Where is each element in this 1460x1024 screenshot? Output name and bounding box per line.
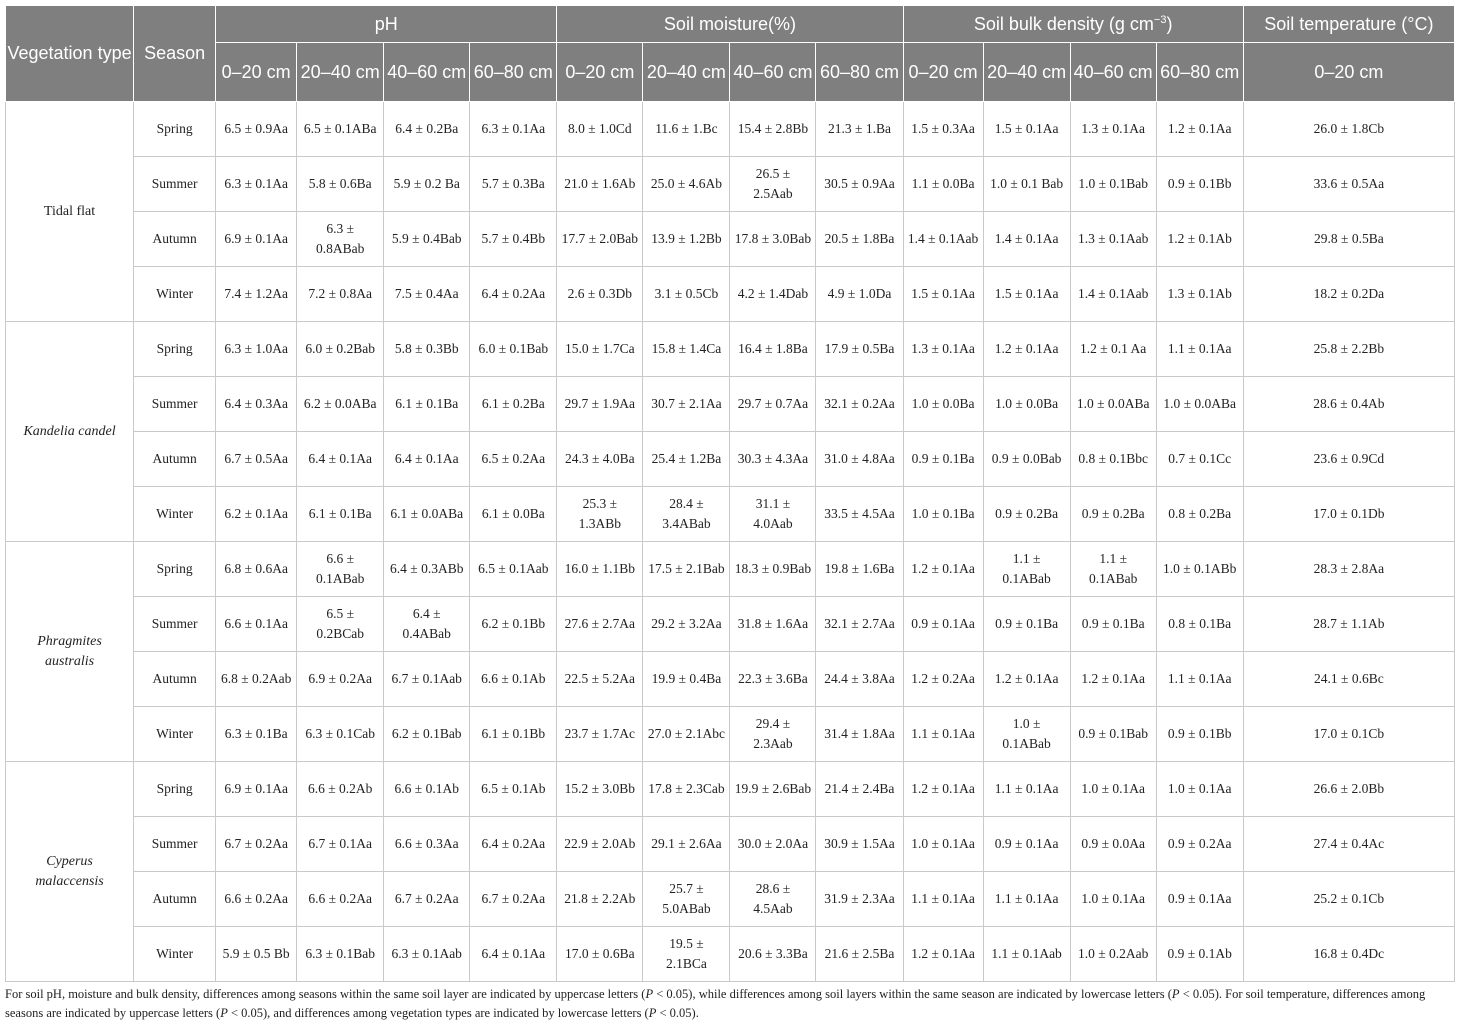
season-cell: Spring bbox=[134, 762, 216, 817]
season-cell: Summer bbox=[134, 597, 216, 652]
moisture-cell: 3.1 ± 0.5Cb bbox=[643, 267, 730, 322]
moisture-cell: 17.9 ± 0.5Ba bbox=[816, 322, 903, 377]
ph-cell: 6.6 ± 0.2Aa bbox=[297, 872, 384, 927]
moisture-cell: 31.0 ± 4.8Aa bbox=[816, 432, 903, 487]
header-depth: 0–20 cm bbox=[216, 43, 297, 102]
moisture-cell: 30.0 ± 2.0Aa bbox=[730, 817, 816, 872]
moisture-cell: 30.9 ± 1.5Aa bbox=[816, 817, 903, 872]
bulk-density-cell: 1.0 ± 0.0Ba bbox=[903, 377, 983, 432]
temperature-cell: 29.8 ± 0.5Ba bbox=[1243, 212, 1454, 267]
bulk-density-cell: 1.2 ± 0.1Aa bbox=[903, 542, 983, 597]
moisture-cell: 31.9 ± 2.3Aa bbox=[816, 872, 903, 927]
moisture-cell: 24.4 ± 3.8Aa bbox=[816, 652, 903, 707]
header-depth: 0–20 cm bbox=[557, 43, 643, 102]
bulk-density-cell: 1.1 ± 0.1Aa bbox=[1156, 652, 1243, 707]
moisture-cell: 29.1 ± 2.6Aa bbox=[643, 817, 730, 872]
ph-cell: 6.1 ± 0.1Ba bbox=[384, 377, 470, 432]
moisture-cell: 30.5 ± 0.9Aa bbox=[816, 157, 903, 212]
ph-cell: 6.4 ± 0.4ABab bbox=[384, 597, 470, 652]
ph-cell: 6.5 ± 0.2BCab bbox=[297, 597, 384, 652]
moisture-cell: 32.1 ± 2.7Aa bbox=[816, 597, 903, 652]
ph-cell: 6.6 ± 0.3Aa bbox=[384, 817, 470, 872]
vegetation-type-cell: Kandelia candel bbox=[6, 322, 134, 542]
ph-cell: 6.4 ± 0.3ABb bbox=[384, 542, 470, 597]
moisture-cell: 17.8 ± 3.0Bab bbox=[730, 212, 816, 267]
header-soil-temperature: Soil temperature (°C) bbox=[1243, 6, 1454, 43]
ph-cell: 6.6 ± 0.1ABab bbox=[297, 542, 384, 597]
ph-cell: 6.1 ± 0.1Bb bbox=[470, 707, 557, 762]
moisture-cell: 2.6 ± 0.3Db bbox=[557, 267, 643, 322]
header-season: Season bbox=[134, 6, 216, 102]
table-row bbox=[6, 762, 1455, 817]
season-cell: Autumn bbox=[134, 212, 216, 267]
moisture-cell: 23.7 ± 1.7Ac bbox=[557, 707, 643, 762]
moisture-cell: 32.1 ± 0.2Aa bbox=[816, 377, 903, 432]
bulk-density-cell: 1.1 ± 0.1Aa bbox=[983, 762, 1070, 817]
bulk-density-cell: 1.0 ± 0.1Aa bbox=[1156, 762, 1243, 817]
table-row bbox=[6, 212, 1455, 267]
ph-cell: 6.6 ± 0.2Aa bbox=[216, 872, 297, 927]
ph-cell: 6.8 ± 0.6Aa bbox=[216, 542, 297, 597]
bulk-density-cell: 1.1 ± 0.1Aa bbox=[983, 872, 1070, 927]
bulk-density-cell: 1.0 ± 0.1ABab bbox=[983, 707, 1070, 762]
season-cell: Summer bbox=[134, 817, 216, 872]
bulk-density-cell: 0.9 ± 0.0Bab bbox=[983, 432, 1070, 487]
temperature-cell: 28.3 ± 2.8Aa bbox=[1243, 542, 1454, 597]
bulk-density-cell: 0.9 ± 0.1Aa bbox=[983, 817, 1070, 872]
moisture-cell: 21.4 ± 2.4Ba bbox=[816, 762, 903, 817]
bulk-density-cell: 1.0 ± 0.0ABa bbox=[1070, 377, 1156, 432]
vegetation-type-cell: Cyperus malaccensis bbox=[6, 762, 134, 982]
season-cell: Spring bbox=[134, 102, 216, 157]
moisture-cell: 20.6 ± 3.3Ba bbox=[730, 927, 816, 982]
bulk-density-cell: 1.4 ± 0.1Aa bbox=[983, 212, 1070, 267]
ph-cell: 5.8 ± 0.3Bb bbox=[384, 322, 470, 377]
ph-cell: 6.9 ± 0.1Aa bbox=[216, 212, 297, 267]
ph-cell: 6.1 ± 0.0ABa bbox=[384, 487, 470, 542]
bulk-density-cell: 1.0 ± 0.1Aa bbox=[1070, 762, 1156, 817]
bulk-density-cell: 1.4 ± 0.1Aab bbox=[1070, 267, 1156, 322]
bulk-density-cell: 1.0 ± 0.0Ba bbox=[983, 377, 1070, 432]
bulk-density-cell: 1.1 ± 0.1ABab bbox=[1070, 542, 1156, 597]
moisture-cell: 22.3 ± 3.6Ba bbox=[730, 652, 816, 707]
ph-cell: 6.4 ± 0.2Ba bbox=[384, 102, 470, 157]
ph-cell: 6.1 ± 0.0Ba bbox=[470, 487, 557, 542]
ph-cell: 6.0 ± 0.2Bab bbox=[297, 322, 384, 377]
ph-cell: 5.9 ± 0.5 Bb bbox=[216, 927, 297, 982]
bulk-density-cell: 0.9 ± 0.2Ba bbox=[983, 487, 1070, 542]
ph-cell: 7.2 ± 0.8Aa bbox=[297, 267, 384, 322]
ph-cell: 6.4 ± 0.2Aa bbox=[470, 817, 557, 872]
header-depth: 40–60 cm bbox=[1070, 43, 1156, 102]
ph-cell: 6.5 ± 0.1Ab bbox=[470, 762, 557, 817]
ph-cell: 7.4 ± 1.2Aa bbox=[216, 267, 297, 322]
bulk-density-cell: 1.3 ± 0.1Aa bbox=[1070, 102, 1156, 157]
moisture-cell: 29.7 ± 0.7Aa bbox=[730, 377, 816, 432]
moisture-cell: 16.0 ± 1.1Bb bbox=[557, 542, 643, 597]
moisture-cell: 17.7 ± 2.0Bab bbox=[557, 212, 643, 267]
moisture-cell: 8.0 ± 1.0Cd bbox=[557, 102, 643, 157]
moisture-cell: 28.4 ± 3.4ABab bbox=[643, 487, 730, 542]
temperature-cell: 25.8 ± 2.2Bb bbox=[1243, 322, 1454, 377]
moisture-cell: 17.0 ± 0.6Ba bbox=[557, 927, 643, 982]
ph-cell: 6.3 ± 0.1Aab bbox=[384, 927, 470, 982]
bulk-density-cell: 1.1 ± 0.1Aab bbox=[983, 927, 1070, 982]
season-cell: Autumn bbox=[134, 872, 216, 927]
season-cell: Winter bbox=[134, 487, 216, 542]
bulk-density-cell: 0.8 ± 0.1Bbc bbox=[1070, 432, 1156, 487]
table-row bbox=[6, 377, 1455, 432]
season-cell: Spring bbox=[134, 542, 216, 597]
moisture-cell: 22.5 ± 5.2Aa bbox=[557, 652, 643, 707]
header-ph: pH bbox=[216, 6, 557, 43]
moisture-cell: 31.1 ± 4.0Aab bbox=[730, 487, 816, 542]
moisture-cell: 27.6 ± 2.7Aa bbox=[557, 597, 643, 652]
table-footnote: For soil pH, moisture and bulk density, differences among seasons within the same soil layer are indicated by uppercase letters (P < 0.05), while differences among soil layers within the same season are indicated by lowercase letters (P < 0.05). For soil temperature, differences among seasons are indicated by uppercase letters (P < 0.05), and differences among vegetation types are indicated by lowercase letters (P < 0.05). bbox=[5, 987, 1426, 1020]
soil-properties-table bbox=[5, 5, 1455, 982]
bulk-density-cell: 1.0 ± 0.1Aa bbox=[1070, 872, 1156, 927]
bulk-density-cell: 0.9 ± 0.1Bb bbox=[1156, 157, 1243, 212]
temperature-cell: 18.2 ± 0.2Da bbox=[1243, 267, 1454, 322]
table-row bbox=[6, 817, 1455, 872]
ph-cell: 6.3 ± 0.1Aa bbox=[470, 102, 557, 157]
ph-cell: 6.3 ± 0.1Cab bbox=[297, 707, 384, 762]
bulk-density-cell: 1.5 ± 0.1Aa bbox=[903, 267, 983, 322]
bulk-density-cell: 1.2 ± 0.1 Aa bbox=[1070, 322, 1156, 377]
header-soil-moisture: Soil moisture(%) bbox=[557, 6, 903, 43]
bulk-density-cell: 1.4 ± 0.1Aab bbox=[903, 212, 983, 267]
moisture-cell: 19.8 ± 1.6Ba bbox=[816, 542, 903, 597]
moisture-cell: 25.0 ± 4.6Ab bbox=[643, 157, 730, 212]
temperature-cell: 26.0 ± 1.8Cb bbox=[1243, 102, 1454, 157]
bulk-density-cell: 1.5 ± 0.1Aa bbox=[983, 102, 1070, 157]
table-row bbox=[6, 432, 1455, 487]
table-row bbox=[6, 267, 1455, 322]
ph-cell: 6.9 ± 0.1Aa bbox=[216, 762, 297, 817]
season-cell: Winter bbox=[134, 927, 216, 982]
ph-cell: 5.9 ± 0.2 Ba bbox=[384, 157, 470, 212]
bulk-density-cell: 1.0 ± 0.1Bab bbox=[1070, 157, 1156, 212]
moisture-cell: 25.7 ± 5.0ABab bbox=[643, 872, 730, 927]
ph-cell: 6.6 ± 0.1Ab bbox=[384, 762, 470, 817]
ph-cell: 6.7 ± 0.2Aa bbox=[384, 872, 470, 927]
moisture-cell: 33.5 ± 4.5Aa bbox=[816, 487, 903, 542]
temperature-cell: 25.2 ± 0.1Cb bbox=[1243, 872, 1454, 927]
bulk-density-cell: 1.1 ± 0.1Aa bbox=[903, 872, 983, 927]
bulk-density-cell: 0.9 ± 0.1Ba bbox=[1070, 597, 1156, 652]
ph-cell: 6.9 ± 0.2Aa bbox=[297, 652, 384, 707]
bulk-density-cell: 1.1 ± 0.1Aa bbox=[903, 707, 983, 762]
ph-cell: 6.2 ± 0.1Aa bbox=[216, 487, 297, 542]
bulk-density-cell: 0.9 ± 0.2Ba bbox=[1070, 487, 1156, 542]
bulk-density-cell: 0.9 ± 0.1Ba bbox=[903, 432, 983, 487]
header-depth: 60–80 cm bbox=[470, 43, 557, 102]
bulk-density-cell: 1.0 ± 0.1Aa bbox=[903, 817, 983, 872]
ph-cell: 6.5 ± 0.1Aab bbox=[470, 542, 557, 597]
moisture-cell: 20.5 ± 1.8Ba bbox=[816, 212, 903, 267]
bulk-density-cell: 1.1 ± 0.0Ba bbox=[903, 157, 983, 212]
bulk-density-cell: 1.2 ± 0.1Aa bbox=[983, 322, 1070, 377]
header-vegetation-type: Vegetation type bbox=[6, 6, 134, 102]
temperature-cell: 33.6 ± 0.5Aa bbox=[1243, 157, 1454, 212]
bulk-density-cell: 1.2 ± 0.1Aa bbox=[1156, 102, 1243, 157]
ph-cell: 5.7 ± 0.4Bb bbox=[470, 212, 557, 267]
moisture-cell: 13.9 ± 1.2Bb bbox=[643, 212, 730, 267]
season-cell: Autumn bbox=[134, 652, 216, 707]
ph-cell: 7.5 ± 0.4Aa bbox=[384, 267, 470, 322]
ph-cell: 5.7 ± 0.3Ba bbox=[470, 157, 557, 212]
table-row bbox=[6, 157, 1455, 212]
bulk-density-cell: 0.9 ± 0.1Ab bbox=[1156, 927, 1243, 982]
ph-cell: 6.3 ± 1.0Aa bbox=[216, 322, 297, 377]
moisture-cell: 4.9 ± 1.0Da bbox=[816, 267, 903, 322]
bulk-density-cell: 1.3 ± 0.1Aa bbox=[903, 322, 983, 377]
moisture-cell: 21.6 ± 2.5Ba bbox=[816, 927, 903, 982]
moisture-cell: 29.4 ± 2.3Aab bbox=[730, 707, 816, 762]
bulk-density-cell: 1.0 ± 0.1Ba bbox=[903, 487, 983, 542]
header-depth: 0–20 cm bbox=[903, 43, 983, 102]
moisture-cell: 26.5 ± 2.5Aab bbox=[730, 157, 816, 212]
table-container bbox=[5, 5, 1455, 982]
moisture-cell: 28.6 ± 4.5Aab bbox=[730, 872, 816, 927]
bulk-density-cell: 0.8 ± 0.2Ba bbox=[1156, 487, 1243, 542]
bulk-density-cell: 1.2 ± 0.1Aa bbox=[983, 652, 1070, 707]
ph-cell: 6.3 ± 0.1Bab bbox=[297, 927, 384, 982]
bulk-density-cell: 1.2 ± 0.1Aa bbox=[903, 762, 983, 817]
moisture-cell: 19.9 ± 0.4Ba bbox=[643, 652, 730, 707]
ph-cell: 6.2 ± 0.1Bb bbox=[470, 597, 557, 652]
ph-cell: 6.4 ± 0.1Aa bbox=[297, 432, 384, 487]
table-row bbox=[6, 872, 1455, 927]
bulk-density-cell: 0.9 ± 0.1Ba bbox=[983, 597, 1070, 652]
season-cell: Winter bbox=[134, 267, 216, 322]
moisture-cell: 18.3 ± 0.9Bab bbox=[730, 542, 816, 597]
moisture-cell: 31.8 ± 1.6Aa bbox=[730, 597, 816, 652]
table-body bbox=[6, 102, 1455, 982]
season-cell: Autumn bbox=[134, 432, 216, 487]
temperature-cell: 26.6 ± 2.0Bb bbox=[1243, 762, 1454, 817]
ph-cell: 6.3 ± 0.1Ba bbox=[216, 707, 297, 762]
ph-cell: 6.4 ± 0.2Aa bbox=[470, 267, 557, 322]
bulk-density-cell: 1.0 ± 0.0ABa bbox=[1156, 377, 1243, 432]
ph-cell: 6.5 ± 0.9Aa bbox=[216, 102, 297, 157]
table-row bbox=[6, 597, 1455, 652]
season-cell: Winter bbox=[134, 707, 216, 762]
header-depth: 60–80 cm bbox=[816, 43, 903, 102]
ph-cell: 6.7 ± 0.2Aa bbox=[470, 872, 557, 927]
table-header bbox=[6, 6, 1455, 102]
bulk-density-cell: 1.0 ± 0.1ABb bbox=[1156, 542, 1243, 597]
moisture-cell: 27.0 ± 2.1Abc bbox=[643, 707, 730, 762]
header-temp-depth: 0–20 cm bbox=[1243, 43, 1454, 102]
table-row bbox=[6, 652, 1455, 707]
bulk-density-cell: 0.8 ± 0.1Ba bbox=[1156, 597, 1243, 652]
ph-cell: 6.6 ± 0.1Ab bbox=[470, 652, 557, 707]
moisture-cell: 22.9 ± 2.0Ab bbox=[557, 817, 643, 872]
header-depth: 20–40 cm bbox=[983, 43, 1070, 102]
moisture-cell: 25.3 ± 1.3ABb bbox=[557, 487, 643, 542]
ph-cell: 5.8 ± 0.6Ba bbox=[297, 157, 384, 212]
ph-cell: 6.7 ± 0.1Aab bbox=[384, 652, 470, 707]
moisture-cell: 15.2 ± 3.0Bb bbox=[557, 762, 643, 817]
moisture-cell: 15.4 ± 2.8Bb bbox=[730, 102, 816, 157]
bulk-density-cell: 1.2 ± 0.1Aa bbox=[1070, 652, 1156, 707]
moisture-cell: 25.4 ± 1.2Ba bbox=[643, 432, 730, 487]
moisture-cell: 11.6 ± 1.Bc bbox=[643, 102, 730, 157]
moisture-cell: 16.4 ± 1.8Ba bbox=[730, 322, 816, 377]
moisture-cell: 30.3 ± 4.3Aa bbox=[730, 432, 816, 487]
moisture-cell: 31.4 ± 1.8Aa bbox=[816, 707, 903, 762]
moisture-cell: 21.3 ± 1.Ba bbox=[816, 102, 903, 157]
moisture-cell: 4.2 ± 1.4Dab bbox=[730, 267, 816, 322]
ph-cell: 6.6 ± 0.1Aa bbox=[216, 597, 297, 652]
ph-cell: 6.4 ± 0.1Aa bbox=[470, 927, 557, 982]
moisture-cell: 29.7 ± 1.9Aa bbox=[557, 377, 643, 432]
moisture-cell: 21.0 ± 1.6Ab bbox=[557, 157, 643, 212]
bulk-density-cell: 1.0 ± 0.2Aab bbox=[1070, 927, 1156, 982]
bulk-density-cell: 1.3 ± 0.1Aab bbox=[1070, 212, 1156, 267]
ph-cell: 6.5 ± 0.2Aa bbox=[470, 432, 557, 487]
table-row bbox=[6, 322, 1455, 377]
moisture-cell: 29.2 ± 3.2Aa bbox=[643, 597, 730, 652]
ph-cell: 6.7 ± 0.5Aa bbox=[216, 432, 297, 487]
moisture-cell: 19.5 ± 2.1BCa bbox=[643, 927, 730, 982]
ph-cell: 6.2 ± 0.0ABa bbox=[297, 377, 384, 432]
bulk-density-cell: 0.9 ± 0.0Aa bbox=[1070, 817, 1156, 872]
season-cell: Summer bbox=[134, 377, 216, 432]
ph-cell: 6.7 ± 0.2Aa bbox=[216, 817, 297, 872]
vegetation-type-cell: Tidal flat bbox=[6, 102, 134, 322]
ph-cell: 6.2 ± 0.1Bab bbox=[384, 707, 470, 762]
ph-cell: 6.0 ± 0.1Bab bbox=[470, 322, 557, 377]
header-depth: 20–40 cm bbox=[297, 43, 384, 102]
table-row bbox=[6, 927, 1455, 982]
table-row bbox=[6, 487, 1455, 542]
ph-cell: 6.4 ± 0.1Aa bbox=[384, 432, 470, 487]
moisture-cell: 15.8 ± 1.4Ca bbox=[643, 322, 730, 377]
bulk-density-cell: 0.9 ± 0.2Aa bbox=[1156, 817, 1243, 872]
temperature-cell: 16.8 ± 0.4Dc bbox=[1243, 927, 1454, 982]
temperature-cell: 17.0 ± 0.1Cb bbox=[1243, 707, 1454, 762]
ph-cell: 6.4 ± 0.3Aa bbox=[216, 377, 297, 432]
bulk-density-cell: 1.2 ± 0.1Ab bbox=[1156, 212, 1243, 267]
ph-cell: 6.1 ± 0.2Ba bbox=[470, 377, 557, 432]
table-row bbox=[6, 707, 1455, 762]
header-depth: 40–60 cm bbox=[730, 43, 816, 102]
bulk-density-cell: 1.5 ± 0.1Aa bbox=[983, 267, 1070, 322]
vegetation-type-cell: Phragmites australis bbox=[6, 542, 134, 762]
bulk-density-cell: 1.5 ± 0.3Aa bbox=[903, 102, 983, 157]
bulk-density-cell: 1.0 ± 0.1 Bab bbox=[983, 157, 1070, 212]
moisture-cell: 21.8 ± 2.2Ab bbox=[557, 872, 643, 927]
header-bulk-density: Soil bulk density (g $cm^{-3}$) bbox=[903, 6, 1243, 43]
bulk-density-cell: 1.1 ± 0.1ABab bbox=[983, 542, 1070, 597]
temperature-cell: 28.7 ± 1.1Ab bbox=[1243, 597, 1454, 652]
bulk-density-cell: 0.9 ± 0.1Aa bbox=[903, 597, 983, 652]
season-cell: Summer bbox=[134, 157, 216, 212]
ph-cell: 6.3 ± 0.1Aa bbox=[216, 157, 297, 212]
bulk-density-cell: 1.1 ± 0.1Aa bbox=[1156, 322, 1243, 377]
season-cell: Spring bbox=[134, 322, 216, 377]
ph-cell: 6.6 ± 0.2Ab bbox=[297, 762, 384, 817]
temperature-cell: 28.6 ± 0.4Ab bbox=[1243, 377, 1454, 432]
bulk-density-cell: 1.3 ± 0.1Ab bbox=[1156, 267, 1243, 322]
ph-cell: 6.5 ± 0.1ABa bbox=[297, 102, 384, 157]
table-row bbox=[6, 542, 1455, 597]
bulk-density-cell: 0.9 ± 0.1Bab bbox=[1070, 707, 1156, 762]
ph-cell: 6.1 ± 0.1Ba bbox=[297, 487, 384, 542]
header-depth: 20–40 cm bbox=[643, 43, 730, 102]
bulk-density-cell: 1.2 ± 0.1Aa bbox=[903, 927, 983, 982]
moisture-cell: 24.3 ± 4.0Ba bbox=[557, 432, 643, 487]
table-row bbox=[6, 102, 1455, 157]
bulk-density-cell: 0.9 ± 0.1Bb bbox=[1156, 707, 1243, 762]
ph-cell: 6.8 ± 0.2Aab bbox=[216, 652, 297, 707]
moisture-cell: 15.0 ± 1.7Ca bbox=[557, 322, 643, 377]
moisture-cell: 17.5 ± 2.1Bab bbox=[643, 542, 730, 597]
moisture-cell: 19.9 ± 2.6Bab bbox=[730, 762, 816, 817]
ph-cell: 5.9 ± 0.4Bab bbox=[384, 212, 470, 267]
ph-cell: 6.7 ± 0.1Aa bbox=[297, 817, 384, 872]
moisture-cell: 30.7 ± 2.1Aa bbox=[643, 377, 730, 432]
bulk-density-cell: 1.2 ± 0.2Aa bbox=[903, 652, 983, 707]
moisture-cell: 17.8 ± 2.3Cab bbox=[643, 762, 730, 817]
ph-cell: 6.3 ± 0.8ABab bbox=[297, 212, 384, 267]
header-depth: 60–80 cm bbox=[1156, 43, 1243, 102]
temperature-cell: 23.6 ± 0.9Cd bbox=[1243, 432, 1454, 487]
bulk-density-cell: 0.7 ± 0.1Cc bbox=[1156, 432, 1243, 487]
temperature-cell: 17.0 ± 0.1Db bbox=[1243, 487, 1454, 542]
temperature-cell: 27.4 ± 0.4Ac bbox=[1243, 817, 1454, 872]
header-depth: 40–60 cm bbox=[384, 43, 470, 102]
bulk-density-cell: 0.9 ± 0.1Aa bbox=[1156, 872, 1243, 927]
temperature-cell: 24.1 ± 0.6Bc bbox=[1243, 652, 1454, 707]
